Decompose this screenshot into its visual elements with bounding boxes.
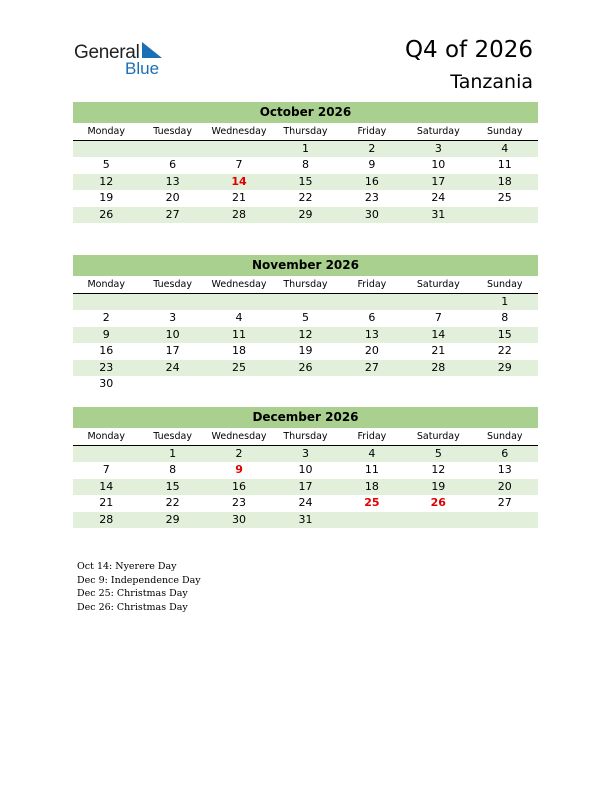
holiday-note: Dec 25: Christmas Day bbox=[77, 588, 188, 600]
weekday-label: Sunday bbox=[486, 126, 523, 137]
day-cell: 9 bbox=[102, 327, 110, 341]
weekday-label: Monday bbox=[87, 279, 125, 290]
day-cell: 21 bbox=[232, 191, 247, 205]
day-cell: 8 bbox=[501, 311, 509, 325]
weekday-label: Saturday bbox=[416, 431, 460, 442]
day-cell: 8 bbox=[169, 463, 177, 477]
day-cell: 3 bbox=[169, 311, 177, 325]
day-cell: 20 bbox=[497, 479, 512, 493]
day-cell: 17 bbox=[298, 479, 313, 493]
day-cell bbox=[405, 512, 471, 528]
day-cell: 28 bbox=[232, 207, 247, 221]
weekday-label: Tuesday bbox=[153, 431, 192, 442]
month-title: October 2026 bbox=[73, 102, 538, 123]
week-row bbox=[73, 343, 538, 359]
week-row bbox=[73, 495, 538, 511]
weekday-header-row bbox=[73, 276, 538, 294]
weekday-label: Monday bbox=[87, 126, 125, 137]
day-cell bbox=[139, 294, 205, 310]
week-row bbox=[73, 479, 538, 495]
day-cell: 22 bbox=[497, 344, 512, 358]
day-cell: 21 bbox=[99, 496, 114, 510]
week-row bbox=[73, 294, 538, 310]
day-cell: 17 bbox=[431, 174, 446, 188]
day-cell: 25 bbox=[232, 360, 247, 374]
month-calendar bbox=[73, 255, 538, 392]
day-cell: 9 bbox=[235, 463, 243, 477]
week-row bbox=[73, 462, 538, 478]
day-cell: 23 bbox=[364, 191, 379, 205]
day-cell: 19 bbox=[298, 344, 313, 358]
week-row bbox=[73, 207, 538, 223]
weekday-label: Thursday bbox=[283, 126, 328, 137]
day-cell: 22 bbox=[165, 496, 180, 510]
day-cell: 3 bbox=[301, 447, 309, 460]
day-cell: 27 bbox=[165, 207, 180, 221]
week-row bbox=[73, 327, 538, 343]
day-cell: 1 bbox=[169, 447, 177, 460]
day-cell: 4 bbox=[368, 447, 376, 460]
weekday-label: Saturday bbox=[416, 279, 460, 290]
logo-text-blue: Blue bbox=[125, 59, 160, 78]
day-cell bbox=[206, 376, 272, 392]
day-cell: 2 bbox=[368, 142, 376, 155]
day-cell: 15 bbox=[165, 479, 180, 493]
month-title: November 2026 bbox=[73, 255, 538, 276]
weekday-label: Monday bbox=[87, 431, 125, 442]
day-cell: 18 bbox=[497, 174, 512, 188]
day-cell: 11 bbox=[497, 158, 512, 172]
day-cell bbox=[339, 512, 405, 528]
day-cell bbox=[472, 512, 538, 528]
day-cell: 19 bbox=[99, 191, 114, 205]
weekday-label: Sunday bbox=[486, 431, 523, 442]
day-cell bbox=[339, 376, 405, 392]
day-cell: 2 bbox=[102, 311, 110, 325]
day-cell: 11 bbox=[364, 463, 379, 477]
day-cell: 28 bbox=[99, 512, 114, 526]
day-cell: 19 bbox=[431, 479, 446, 493]
weekday-label: Friday bbox=[357, 279, 387, 290]
month-calendar bbox=[73, 407, 538, 528]
day-cell: 14 bbox=[99, 479, 114, 493]
day-cell: 25 bbox=[497, 191, 512, 205]
day-cell: 5 bbox=[434, 447, 442, 460]
day-cell: 31 bbox=[431, 207, 446, 221]
day-cell: 16 bbox=[364, 174, 379, 188]
day-cell: 26 bbox=[298, 360, 313, 374]
weekday-header-row bbox=[73, 123, 538, 141]
week-row bbox=[73, 190, 538, 206]
day-cell: 24 bbox=[165, 360, 180, 374]
week-row bbox=[73, 512, 538, 528]
week-row bbox=[73, 174, 538, 190]
week-row bbox=[73, 310, 538, 326]
day-cell: 20 bbox=[364, 344, 379, 358]
month-calendar bbox=[73, 102, 538, 223]
day-cell: 9 bbox=[368, 158, 376, 172]
weekday-label: Wednesday bbox=[211, 126, 267, 137]
page-title: Q4 of 2026 bbox=[404, 37, 533, 63]
day-cell: 24 bbox=[431, 191, 446, 205]
week-row bbox=[73, 360, 538, 376]
day-cell: 27 bbox=[364, 360, 379, 374]
week-row bbox=[73, 141, 538, 157]
day-cell: 12 bbox=[431, 463, 446, 477]
holiday-note: Oct 14: Nyerere Day bbox=[77, 561, 177, 572]
day-cell: 13 bbox=[497, 463, 512, 477]
day-cell: 30 bbox=[99, 376, 114, 390]
weekday-label: Wednesday bbox=[211, 431, 267, 442]
day-cell: 30 bbox=[364, 207, 379, 221]
day-cell: 14 bbox=[431, 327, 446, 341]
day-cell: 7 bbox=[235, 158, 243, 172]
weekday-label: Friday bbox=[357, 126, 387, 137]
holiday-notes bbox=[77, 560, 201, 614]
day-cell: 5 bbox=[301, 311, 309, 325]
day-cell: 12 bbox=[298, 327, 313, 341]
day-cell: 4 bbox=[501, 142, 509, 155]
day-cell: 13 bbox=[364, 327, 379, 341]
day-cell: 12 bbox=[99, 174, 114, 188]
logo-triangle-icon bbox=[142, 42, 164, 60]
day-cell: 2 bbox=[235, 447, 243, 460]
weekday-label: Saturday bbox=[416, 126, 460, 137]
day-cell: 23 bbox=[232, 496, 247, 510]
day-cell bbox=[472, 207, 538, 223]
day-cell: 10 bbox=[431, 158, 446, 172]
day-cell: 21 bbox=[431, 344, 446, 358]
weekday-label: Friday bbox=[357, 431, 387, 442]
day-cell: 6 bbox=[169, 158, 177, 172]
day-cell: 18 bbox=[232, 344, 247, 358]
day-cell: 22 bbox=[298, 191, 313, 205]
day-cell bbox=[272, 376, 338, 392]
weekday-label: Tuesday bbox=[153, 126, 192, 137]
page-subtitle: Tanzania bbox=[450, 71, 533, 93]
month-title: December 2026 bbox=[73, 407, 538, 428]
day-cell: 24 bbox=[298, 496, 313, 510]
day-cell: 4 bbox=[235, 311, 243, 325]
week-row bbox=[73, 376, 538, 392]
day-cell: 1 bbox=[301, 142, 309, 155]
weekday-label: Tuesday bbox=[153, 279, 192, 290]
day-cell: 27 bbox=[497, 496, 512, 510]
day-cell: 11 bbox=[232, 327, 247, 341]
day-cell: 13 bbox=[165, 174, 180, 188]
day-cell: 29 bbox=[298, 207, 313, 221]
day-cell bbox=[272, 294, 338, 310]
day-cell: 18 bbox=[364, 479, 379, 493]
day-cell: 16 bbox=[99, 344, 114, 358]
day-cell: 8 bbox=[301, 158, 309, 172]
day-cell bbox=[405, 376, 471, 392]
day-cell: 25 bbox=[364, 496, 380, 510]
day-cell: 7 bbox=[102, 463, 110, 477]
day-cell: 6 bbox=[368, 311, 376, 325]
week-row bbox=[73, 157, 538, 173]
day-cell: 20 bbox=[165, 191, 180, 205]
day-cell bbox=[73, 141, 139, 157]
day-cell: 14 bbox=[231, 174, 247, 188]
weekday-label: Thursday bbox=[283, 279, 328, 290]
day-cell bbox=[206, 141, 272, 157]
day-cell bbox=[73, 446, 139, 462]
day-cell: 26 bbox=[430, 496, 446, 510]
day-cell bbox=[73, 294, 139, 310]
day-cell: 3 bbox=[434, 142, 442, 155]
day-cell: 10 bbox=[165, 327, 180, 341]
day-cell: 5 bbox=[102, 158, 110, 172]
holiday-note: Dec 9: Independence Day bbox=[77, 574, 201, 586]
day-cell bbox=[472, 376, 538, 392]
day-cell: 31 bbox=[298, 512, 313, 526]
day-cell: 26 bbox=[99, 207, 114, 221]
day-cell: 16 bbox=[232, 479, 247, 493]
day-cell bbox=[139, 376, 205, 392]
day-cell: 30 bbox=[232, 512, 247, 526]
logo-text-general: General bbox=[74, 42, 140, 63]
day-cell bbox=[339, 294, 405, 310]
day-cell: 17 bbox=[165, 344, 180, 358]
day-cell: 23 bbox=[99, 360, 114, 374]
day-cell: 15 bbox=[298, 174, 313, 188]
holiday-note: Dec 26: Christmas Day bbox=[77, 601, 188, 613]
day-cell bbox=[206, 294, 272, 310]
weekday-label: Wednesday bbox=[211, 279, 267, 290]
day-cell bbox=[405, 294, 471, 310]
day-cell: 28 bbox=[431, 360, 446, 374]
day-cell: 1 bbox=[501, 295, 509, 308]
weekday-label: Sunday bbox=[486, 279, 523, 290]
day-cell: 10 bbox=[298, 463, 313, 477]
week-row bbox=[73, 446, 538, 462]
weekday-label: Thursday bbox=[283, 431, 328, 442]
day-cell: 7 bbox=[434, 311, 442, 325]
weekday-header-row bbox=[73, 428, 538, 446]
day-cell: 6 bbox=[501, 447, 509, 460]
day-cell: 29 bbox=[165, 512, 180, 526]
day-cell bbox=[139, 141, 205, 157]
generalblue-logo bbox=[74, 42, 160, 78]
day-cell: 15 bbox=[497, 327, 512, 341]
day-cell: 29 bbox=[497, 360, 512, 374]
